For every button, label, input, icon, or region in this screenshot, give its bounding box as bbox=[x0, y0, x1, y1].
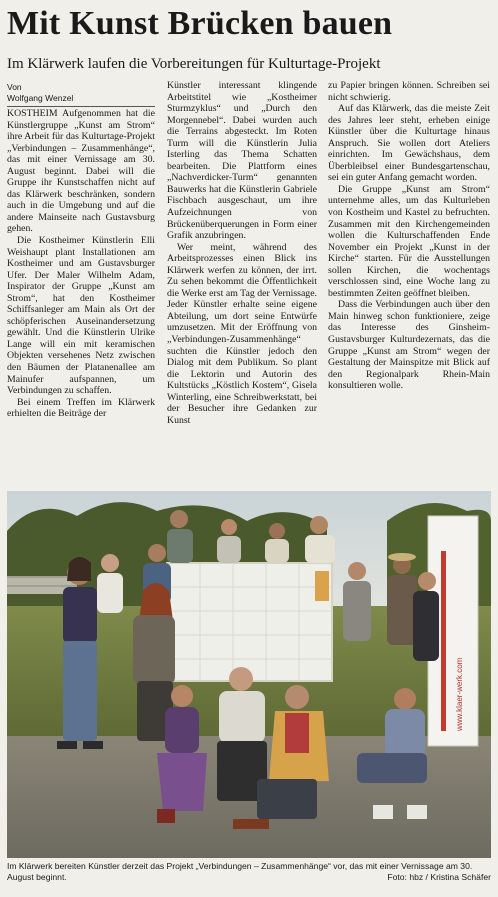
byline-label: Von bbox=[7, 82, 22, 92]
byline-author: Wolfgang Wenzel bbox=[7, 93, 74, 103]
group-photo bbox=[7, 491, 491, 858]
article-column-3 bbox=[328, 80, 490, 392]
headline: Mit Kunst Brücken bauen bbox=[7, 5, 393, 42]
paragraph: zu Papier bringen können. Schreiben sei nicht schwierig. bbox=[328, 80, 490, 103]
byline bbox=[7, 82, 155, 107]
paragraph: Die Gruppe „Kunst am Strom“ unternehme alles, um das Kulturleben von Kostheim und Kastel zu befruchten. Zusammen mit den Kirchengemeinden wollen die Kulturschaffenden Ende November ein Projekt „Kunst in der Kirche“ starten. Für die Ausstellungen sollen Kirchen, die wochentags verschlossen sind, eine Woche lang zu bestimmten Zeiten geöffnet bleiben. bbox=[328, 183, 490, 299]
paragraph: Künstler interessant klingende Arbeitstitel wie „Kostheimer Sturmzyklus“ und „Durch den Morgennebel“. Dabei wurden auch die Terrains abgesteckt. Im Roten Turm will die Künstlerin Julia Isterling das Thema Schatten bearbeiten. Die Plattform eines „Nachverdicker-Turm“ genannten Bauwerks hat die Künstlerin Gabriele Fischbach ausgeschaut, um ihre Aufzeichnungen von Brückenüberquerungen in Form einer Grafik anzubringen. bbox=[167, 80, 317, 242]
paragraph: Die Kostheimer Künstlerin Elli Weishaupt plant Installationen am Kostheimer und am Gustavsburger Ufer. Der Maler Wilhelm Adam, Inspirator der Gruppe „Kunst am Strom“, hat den Kostheimer Schiffsanleger am Main als Ort der schöpferischen Auseinandersetzung gewählt. Und die Künstlerin Ulrike Lange will ein mit keramischen Objekten versehenes Netz zwischen den Bäumen der Platanenallee am Mainufer aufspannen, um Verbindungen zu schaffen. bbox=[7, 235, 155, 397]
paragraph: Bei einem Treffen im Klärwerk erhielten die Beiträge der bbox=[7, 396, 155, 420]
artwork-board bbox=[167, 563, 332, 681]
article-column-2 bbox=[167, 80, 317, 426]
paragraph: KOSTHEIM Aufgenommen hat die Künstlergruppe „Kunst am Strom“ ihre Arbeit für das Kulturtage-Projekt „Verbindungen – Zusammenhänge“, das mit einer Vernissage am 30. August beginnt. Dabei will die Gruppe ihr Kunstschaffen nicht auf das Klärwerk beschränken, sondern auch in die Umgebung und auf die andere Mainseite nach Gustavsburg gehen. bbox=[7, 108, 155, 235]
banner-text: www.klaer-werk.com bbox=[455, 657, 464, 731]
subheadline: Im Klärwerk laufen die Vorbereitungen für Kulturtage-Projekt bbox=[7, 56, 381, 72]
group-photo-illustration bbox=[7, 491, 491, 858]
article-column-1 bbox=[7, 108, 155, 420]
paragraph: Auf das Klärwerk, das die meiste Zeit des Jahres leer steht, erheben einige Künstler über die Kulturtage hinaus Anspruch. Sie wollen dort Ateliers einrichten. Im Gewächshaus, dem Überbleibsel einer Bundesgartenschau, sei ein guter Anfang gemacht worden. bbox=[328, 103, 490, 184]
paragraph: Dass die Verbindungen auch über den Main hinweg schon funktioniere, zeige das Interesse des Ginsheim-Gustavsburger Kulturdezernats, das die Gruppe „Kunst am Strom“ wegen der Gestaltung der Mainspitze mit Blick auf den Regionalpark Rhein-Main konsultieren wolle. bbox=[328, 299, 490, 392]
photo-caption: Im Klärwerk bereiten Künstler derzeit das Projekt „Verbindungen – Zusammenhänge“ vor, das mit einer Vernissage am 30. August beginnt. bbox=[7, 861, 473, 882]
paragraph: Wer meint, während des Arbeitsprozesses einen Blick ins Klärwerk werfen zu können, der irrt. Zu sehen bekommt die Öffentlichkeit die Werke erst am Tag der Vernissage. Jeder Künstler erhalte seine eigene Abteilung, um dort seine Entwürfe umzusetzen. Mit der Eröffnung von „Verbindungen-Zusammenhänge“ suchten die Künstler jedoch den Dialog mit dem Publikum. So plant die Lektorin und Autorin des Kultstücks „Köstlich Kostem“, Gisela Winterling, eine Schreibwerkstatt, bei der Besucher ihre Gedanken zur Kunst bbox=[167, 241, 317, 426]
photo-credit: Foto: hbz / Kristina Schäfer bbox=[387, 872, 491, 882]
